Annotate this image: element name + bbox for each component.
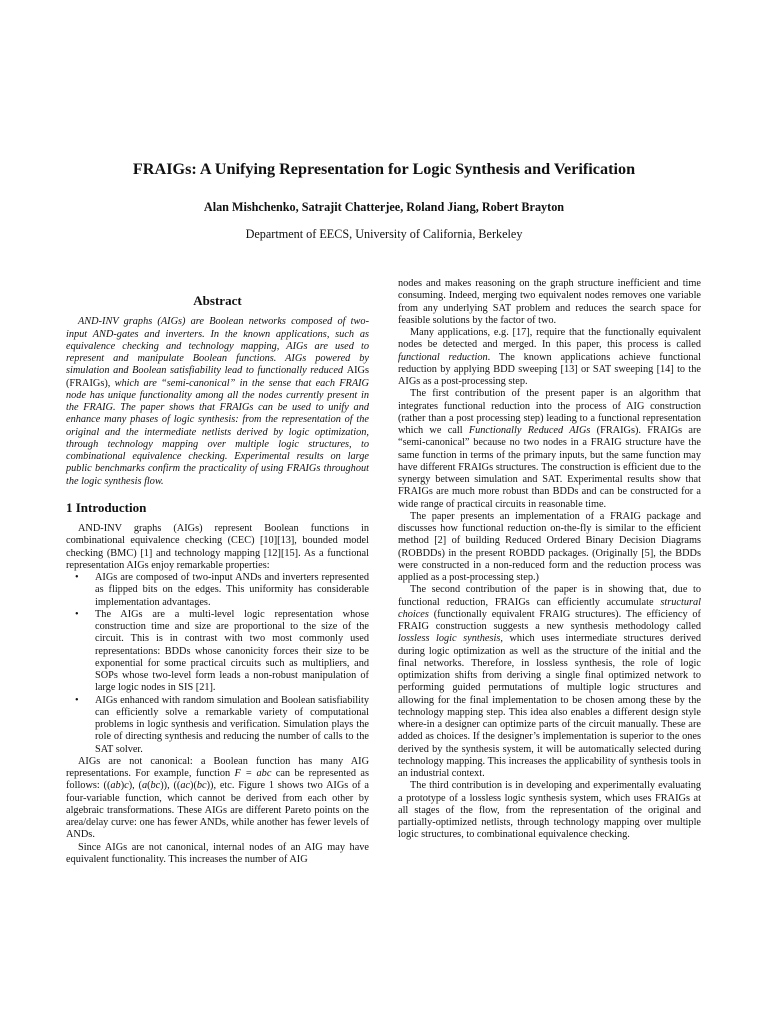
- text-run: , which uses intermediate structures derived during logic optimization as well as the structure of the initial and the final networks. Therefore, in lossless synthesis, the role of logic optimization shifts from deriving a single final optimized network to performing guided permutations of multiple logic structures and allowing for the final implementation to be chosen among these by the technology mapping step. This idea also enables a different design style where-in a designer can optimize parts of the circuit manually. These are added as choices. If the designer’s implementation is superior to the ones derived by the synthesis system, it will be automatically selected during technology mapping. This increases the applicability of synthesis tools in an industrial context.: [398, 633, 701, 779]
- right-column: [398, 278, 701, 842]
- left-column: [66, 278, 369, 866]
- text-run: ), (: [128, 780, 142, 792]
- intro-paragraph-3: Since AIGs are not canonical, internal nodes of an AIG may have equivalent functionality. This increases the number of AIG: [66, 841, 369, 865]
- abstract-paragraph: [66, 316, 369, 488]
- emphasis-run: functional reduction: [398, 351, 488, 363]
- text-run: AIGs are not canonical: a Boolean function has many AIG representations. For example, function: [66, 755, 369, 779]
- abstract-text-1: AND-INV graphs (AIGs) are Boolean networks composed of two-input AND-gates and inverters. In the known applications, such as equivalence checking and technology mapping, AIGs are used to represent and manipulate Boolean functions. AIGs powered by simulation and Boolean satisfiability lead to functionally reduced: [66, 316, 369, 377]
- text-run: )), etc. Figure 1 shows two AIGs of a four-variable function, which cannot be derived from each other by algebraic transformations. These AIGs are different Pareto points on the area/delay curve: one has fewer ANDs, while another has fewer levels of ANDs.: [66, 780, 369, 841]
- formula-run: a: [141, 780, 148, 792]
- text-run: )(: [190, 780, 197, 792]
- right-paragraph-2: [398, 327, 701, 388]
- formula-run: ab: [110, 780, 121, 792]
- abstract-text-2: AIGs (FRAIGs),: [66, 365, 369, 389]
- formula-run: ac: [180, 780, 191, 792]
- right-paragraph-5: [398, 584, 701, 780]
- abstract-body: [66, 316, 369, 488]
- text-run: The second contribution of the paper is in showing that, due to functional reduction, FRAIGs can efficiently accumulate: [398, 584, 701, 608]
- affiliation: Department of EECS, University of California, Berkeley: [245, 227, 523, 241]
- intro-paragraph-1: AND-INV graphs (AIGs) represent Boolean functions in combinational equivalence checking (CEC) [10][13], bounded model checking (BMC) [1] and technology mapping [12][15]. As a functional representation AIGs enjoy remarkable properties:: [66, 523, 369, 571]
- right-paragraph-6: The third contribution is in developing and experimentally evaluating a prototype of a lossless logic synthesis system, which uses FRAIGs at all stages of the flow, from the representation of the original and partially-optimized netlists, through technology mapping over multiple logic structures, to combinational equivalence checking.: [398, 780, 701, 841]
- abstract-heading: Abstract: [193, 293, 242, 308]
- text-run: (functionally equivalent FRAIG structures). The efficiency of FRAIG construction suggests a new synthesis methodology called: [398, 608, 701, 632]
- formula-run: bc: [196, 780, 207, 792]
- text-run: Many applications, e.g. [17], require that the functionally equivalent nodes be detected and merged. In this paper, this process is called: [398, 327, 701, 351]
- list-item: • AIGs are composed of two-input ANDs and inverters represented as flipped bits on the edges. This uniformity has considerable implementation advantages.: [66, 572, 369, 609]
- text-run: )), ((: [160, 780, 181, 792]
- right-paragraph-4: The paper presents an implementation of a FRAIG package and discusses how functional reduction on-the-fly is similar to the efficient method [2] of building Reduced Ordered Binary Decision Diagrams (ROBDDs) in the present ROBDD packages. (Originally [5], the BDDs were constructed in a non-reduced form and the reduction process was applied as a post-processing step.): [398, 510, 701, 583]
- right-paragraph-3: [398, 388, 701, 511]
- intro-paragraph-2: [66, 756, 369, 842]
- right-paragraph-1: nodes and makes reasoning on the graph structure inefficient and time consuming. Indeed, merging two equivalent nodes removes one variable from any underlying SAT problem and reduces the search space for feasible solutions by the factor of two.: [398, 278, 701, 326]
- emphasis-run: Functionally Reduced AIGs: [468, 425, 591, 436]
- text-run: . The known applications achieve functional reduction by applying BDD sweeping [13] or SAT sweeping [14] to the AIGs as a post-processing step.: [398, 351, 701, 387]
- text-run: (: [147, 780, 151, 792]
- text-run: can be represented as follows: ((: [66, 768, 369, 792]
- emphasis-run: structural choices: [398, 596, 701, 620]
- text-run: The first contribution of the present paper is an algorithm that integrates functional reduction into the process of AIG construction (rather than a post processing step) leading to a functional representation which we call: [398, 388, 701, 436]
- paper-title: FRAIGs: A Unifying Representation for Logic Synthesis and Verification: [132, 160, 636, 178]
- section-heading-introduction: 1 Introduction: [66, 499, 147, 515]
- list-item: • AIGs enhanced with random simulation and Boolean satisfiability can efficiently solve a remarkable variety of computational problems in logic synthesis and verification. Simulation plays the role of directing synthesis and reducing the number of calls to the SAT solver.: [66, 695, 369, 756]
- abstract-text-3: which are “semi-canonical” in the sense that each FRAIG node has unique functionality among all the nodes currently present in the FRAIG. The paper shows that FRAIGs can be used to unify and enhance many phases of logic synthesis: from the representation of the original and the intermediate netlists derived by logic optimization, through technology mapping over multiple logic structures, to combinational equivalence checking. Experimental results on large public benchmarks confirm the practicality of using FRAIGs throughout the logic synthesis flow.: [66, 377, 369, 487]
- text-run: (FRAIGs). FRAIGs are “semi-canonical” because no two nodes in a FRAIG structure have the same function in terms of the primary inputs, but the same function may have different FRAIGs structures. The construction is efficient due to the synergy between simulation and SAT. Experimental results show that FRAIGs are much more robust than BDDs and can be constructed for a wide range of practical circuits in reasonable time.: [398, 425, 702, 510]
- text-run: ): [120, 780, 125, 792]
- formula-run: c: [124, 780, 129, 792]
- formula-run: bc: [150, 780, 161, 792]
- author-list: Alan Mishchenko, Satrajit Chatterjee, Roland Jiang, Robert Brayton: [203, 200, 565, 214]
- formula-run: F = abc: [234, 768, 272, 779]
- list-item: • The AIGs are a multi-level logic representation whose construction time and size are proportional to the size of the circuit. This is in contrast with two most commonly used representations: BDDs whose canonicity forces their size to be exponential for some practical circuits such as multipliers, and SOPs whose two-level form leads a non-robust manipulation of large logic nodes in SIS [21].: [66, 609, 369, 695]
- properties-list: [66, 572, 369, 756]
- emphasis-run: lossless logic synthesis: [398, 633, 501, 645]
